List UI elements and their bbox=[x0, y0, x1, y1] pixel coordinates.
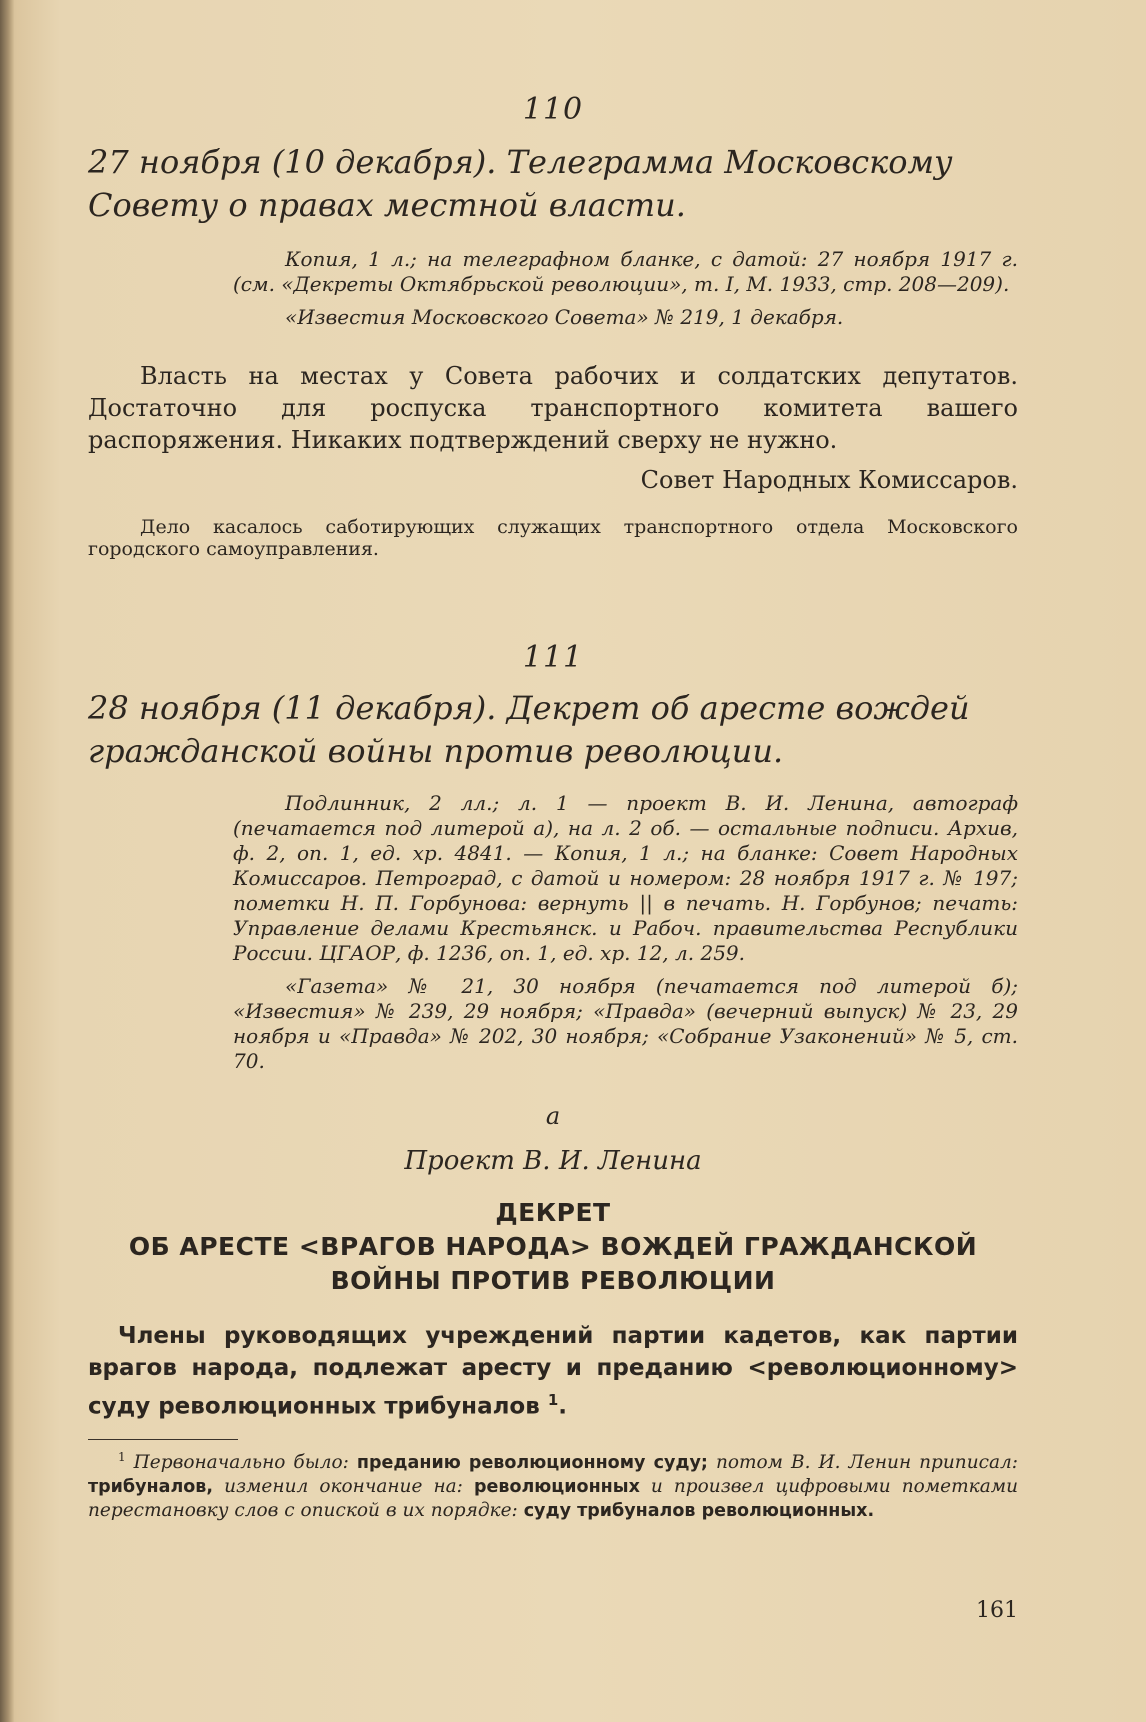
doc-111-number: 111 bbox=[522, 640, 584, 675]
footnote bbox=[88, 1446, 1018, 1523]
footnote-part-2: преданию революционному суду; bbox=[356, 1452, 708, 1473]
footnote-marker: 1 bbox=[547, 1391, 559, 1409]
doc-110-number: 110 bbox=[522, 92, 584, 127]
decree-text: Члены руководящих учреждений партии кадетов, как партии врагов народа, подлежат аресту и преданию <революционному> суду революционных трибуналов $^1$. bbox=[88, 1323, 1018, 1420]
doc-110-title: 27 ноября (10 декабря). Телеграмма Московскому Совету о правах местной власти. bbox=[88, 143, 953, 224]
footnote-part-5: изменил окончание на: bbox=[224, 1475, 463, 1497]
doc-111-title: 28 ноября (11 декабря). Декрет об аресте вождей гражданской войны против революции. bbox=[88, 689, 970, 770]
page-content bbox=[88, 0, 1018, 1523]
decree-heading-1: ДЕКРЕТ bbox=[495, 1198, 611, 1227]
doc-110-text: Власть на местах у Совета рабочих и солдатских депутатов. Достаточно для роспуска транспортного комитета вашего распоряжения. Никаких подтверждений сверху не нужно. bbox=[88, 362, 1018, 454]
doc-111-source-archive: Подлинник, 2 лл.; л. 1 — проект В. И. Ленина, автограф (печатается под литерой а), на л. 2 об. — остальные подписи. Архив, ф. 2, оп. 1, ед. хр. 4841. — Копия, 1 л.; на бланке: Совет Народных Комиссаров. Петроград, с датой и номером: 28 ноября 1917 г. № 197; пометки Н. П. Горбунова: вернуть || в печать. Н. Горбунов; печать: Управление делами Крестьянск. и Рабоч. правительства Республики России. ЦГАОР, ф. 1236, оп. 1, ед. хр. 12, л. 259. bbox=[233, 791, 1018, 965]
footnote-part-7: и произвел цифровыми пометками перестановку слов с опиской в их порядке: bbox=[88, 1475, 1018, 1521]
footnote-number: 1 bbox=[118, 1449, 126, 1464]
decree-text-body: Члены руководящих учреждений партии кадетов, как партии врагов народа, подлежат аресту и преданию <революционному> суду революционных трибуналов bbox=[88, 1323, 1018, 1420]
doc-111-source-publication: «Газета» № 21, 30 ноября (печатается под литерой б); «Известия» № 239, 29 ноября; «Правда» (вечерний выпуск) № 23, 29 ноября и «Правда» № 202, 30 ноября; «Собрание Узаконений» № 5, ст. 70. bbox=[233, 974, 1018, 1073]
decree-heading-2: ОБ АРЕСТЕ <ВРАГОВ НАРОДА> ВОЖДЕЙ ГРАЖДАНСКОЙ bbox=[128, 1232, 978, 1261]
section-letter: а bbox=[545, 1102, 561, 1130]
book-spine bbox=[0, 0, 14, 1722]
project-caption: Проект В. И. Ленина bbox=[404, 1146, 702, 1176]
footnote-part-6: революционных bbox=[473, 1476, 640, 1497]
doc-110-source-publication: «Известия Московского Совета» № 219, 1 декабря. bbox=[285, 305, 844, 329]
decree-heading-3: ВОЙНЫ ПРОТИВ РЕВОЛЮЦИИ bbox=[330, 1266, 776, 1295]
doc-110-note: Дело касалось саботирующих служащих транспортного отдела Московского городского самоуправления. bbox=[88, 516, 1018, 560]
footnote-part-3: потом В. И. Ленин приписал: bbox=[715, 1451, 1019, 1473]
doc-110-source-archive: Копия, 1 л.; на телеграфном бланке, с датой: 27 ноября 1917 г. (см. «Декреты Октябрьской революции», т. I, М. 1933, стр. 208—209). bbox=[233, 247, 1018, 296]
doc-110-signature: Совет Народных Комиссаров. bbox=[640, 466, 1018, 494]
footnote-part-4: трибуналов, bbox=[88, 1476, 214, 1497]
page-number: 161 bbox=[976, 1598, 1018, 1623]
footnote-part-1: Первоначально было: bbox=[133, 1451, 349, 1473]
footnote-rule bbox=[88, 1439, 238, 1440]
footnote-part-8: суду трибуналов революционных. bbox=[523, 1500, 875, 1521]
